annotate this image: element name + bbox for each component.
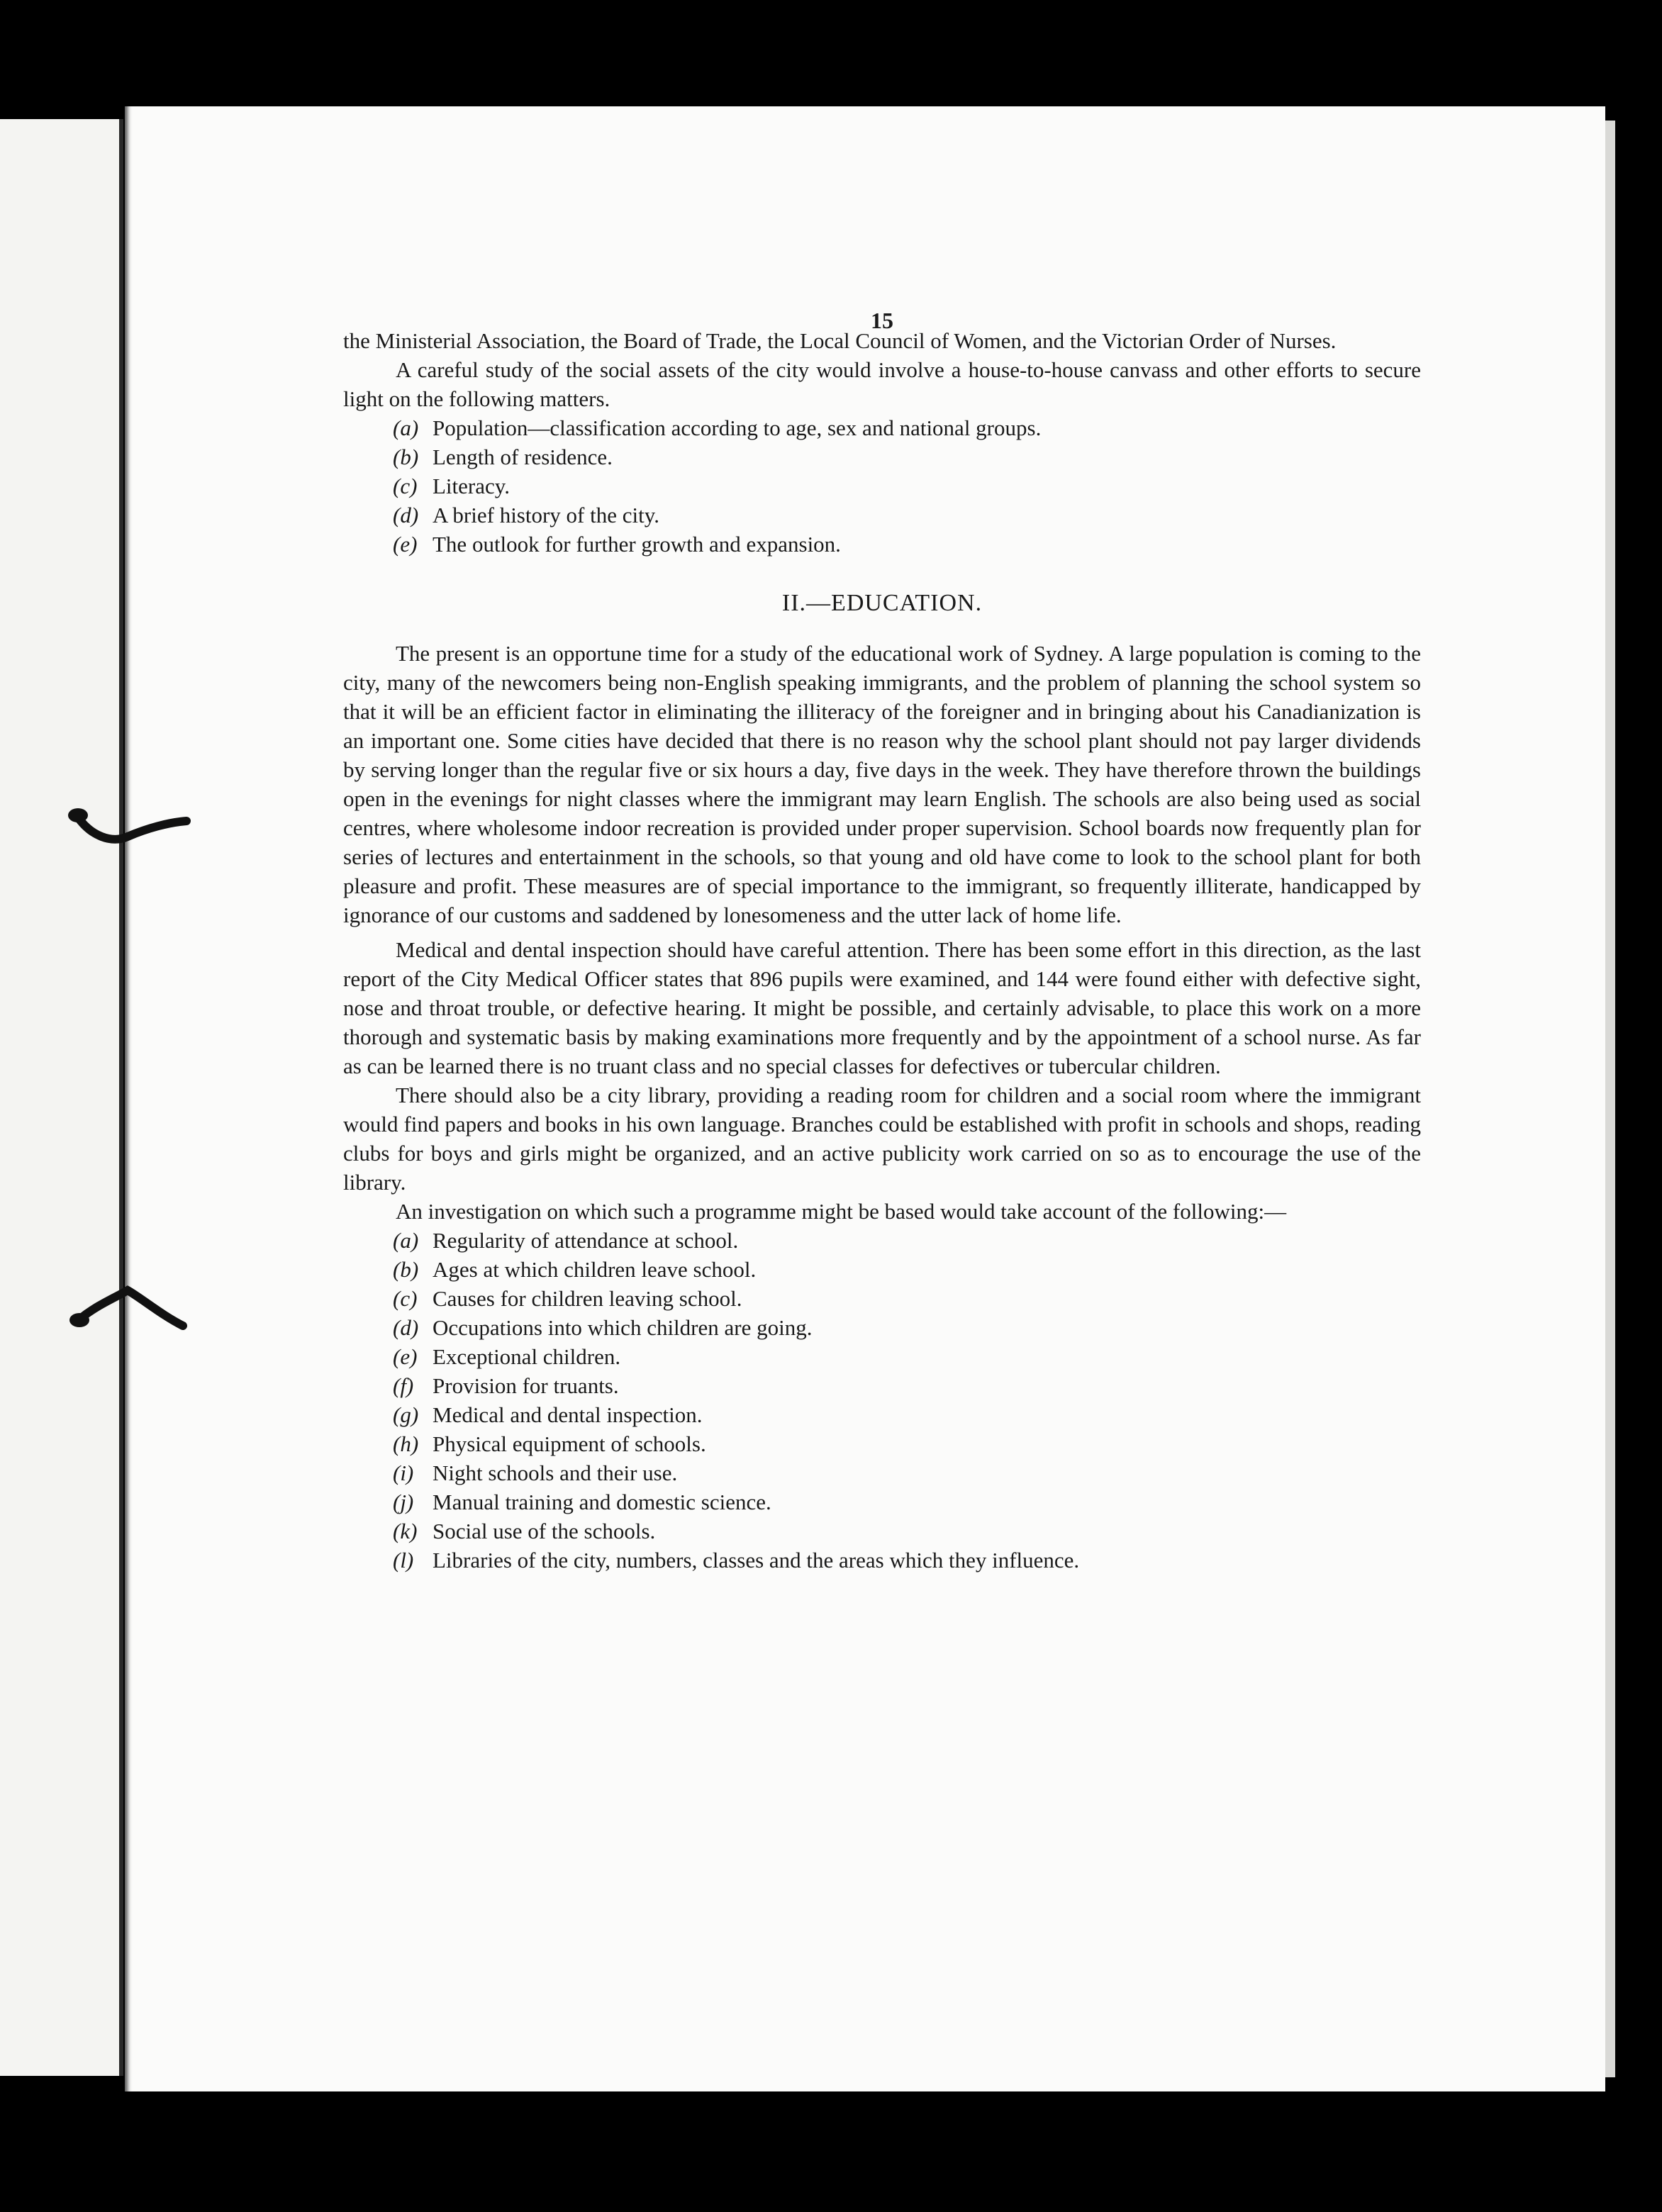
list-item: (c) Literacy. [393,474,510,498]
list-item: (h) Physical equipment of schools. [393,1431,706,1456]
study-list [343,413,1421,559]
binding-thread-upper [62,794,197,858]
intro-paragraph: the Ministerial Association, the Board of Trade, the Local Council of Women, and the Victorian Order of Nurses. [343,328,1337,353]
list-item: (b) Ages at which children leave school. [393,1257,757,1282]
binding-thread-lower [62,1276,197,1340]
library-paragraph: There should also be a city library, providing a reading room for children and a social room where the immigrant would find papers and books in his own language. Branches could be established with profit in schools and shops, reading clubs for boys and girls might be organized, and an active publicity work carried on so as to encourage the use of the library. [343,1083,1421,1195]
investigation-paragraph: An investigation on which such a programme might be based would take account of the following:— [396,1199,1287,1224]
facing-page-edge [0,119,123,2076]
section-heading: II.—EDUCATION. [781,590,983,616]
list-item: (d) A brief history of the city. [393,503,659,527]
list-item: (e) Exceptional children. [393,1344,621,1369]
medical-paragraph: Medical and dental inspection should have careful attention. There has been some effort in this direction, as the last report of the City Medical Officer states that 896 pupils were examined, and 144 were found either with defective sight, nose and throat trouble, or defective hearing. It might be possible, and certainly advisable, to place this work on a more thorough and systematic basis by making examinations more frequently and by the appointment of a school nurse. As far as can be learned there is no truant class and no special classes for defectives or tubercular children. [343,937,1421,1078]
list-item: (c) Causes for children leaving school. [393,1286,742,1311]
list-item: (a) Population—classification according to age, sex and national groups. [393,415,1042,440]
list-item: (g) Medical and dental inspection. [393,1402,703,1427]
list-item: (a) Regularity of attendance at school. [393,1228,739,1253]
list-item: (i) Night schools and their use. [393,1460,678,1485]
page-number: 15 [871,308,893,333]
list-item: (b) Length of residence. [393,445,613,469]
list-item: (k) Social use of the schools. [393,1519,656,1543]
education-list [343,1226,1421,1575]
list-item: (j) Manual training and domestic science. [393,1490,771,1514]
list-item: (d) Occupations into which children are going. [393,1315,813,1340]
list-item: (f) Provision for truants. [393,1373,619,1398]
list-item: (e) The outlook for further growth and expansion. [393,532,841,557]
page-stack-edge [1605,121,1615,2077]
list-item: (l) Libraries of the city, numbers, classes and the areas which they influence. [393,1548,1080,1573]
education-paragraph: The present is an opportune time for a study of the educational work of Sydney. A large population is coming to the city, many of the newcomers being non-English speaking immigrants, and the problem of planning the school system so that it will be an efficient factor in eliminating the illiteracy of the foreigner and in bringing about his Canadianization is an important one. Some cities have decided that there is no reason why the school plant should not pay larger dividends by serving longer than the regular five or six hours a day, five days in the week. They have therefore thrown the buildings open in the evenings for night classes where the immigrant may learn English. The schools are also being used as social centres, where wholesome indoor recreation is provided under proper supervision. School boards now frequently plan for series of lectures and entertainment in the schools, so that young and old have come to look to the school plant for both pleasure and profit. These measures are of special importance to the immigrant, so frequently illiterate, handicapped by ignorance of our customs and saddened by lonesomeness and the utter lack of home life. [343,641,1421,927]
study-paragraph: A careful study of the social assets of the city would involve a house-to-house canvass and other efforts to secure light on the following matters. [343,357,1421,411]
page-body [343,326,1421,1575]
